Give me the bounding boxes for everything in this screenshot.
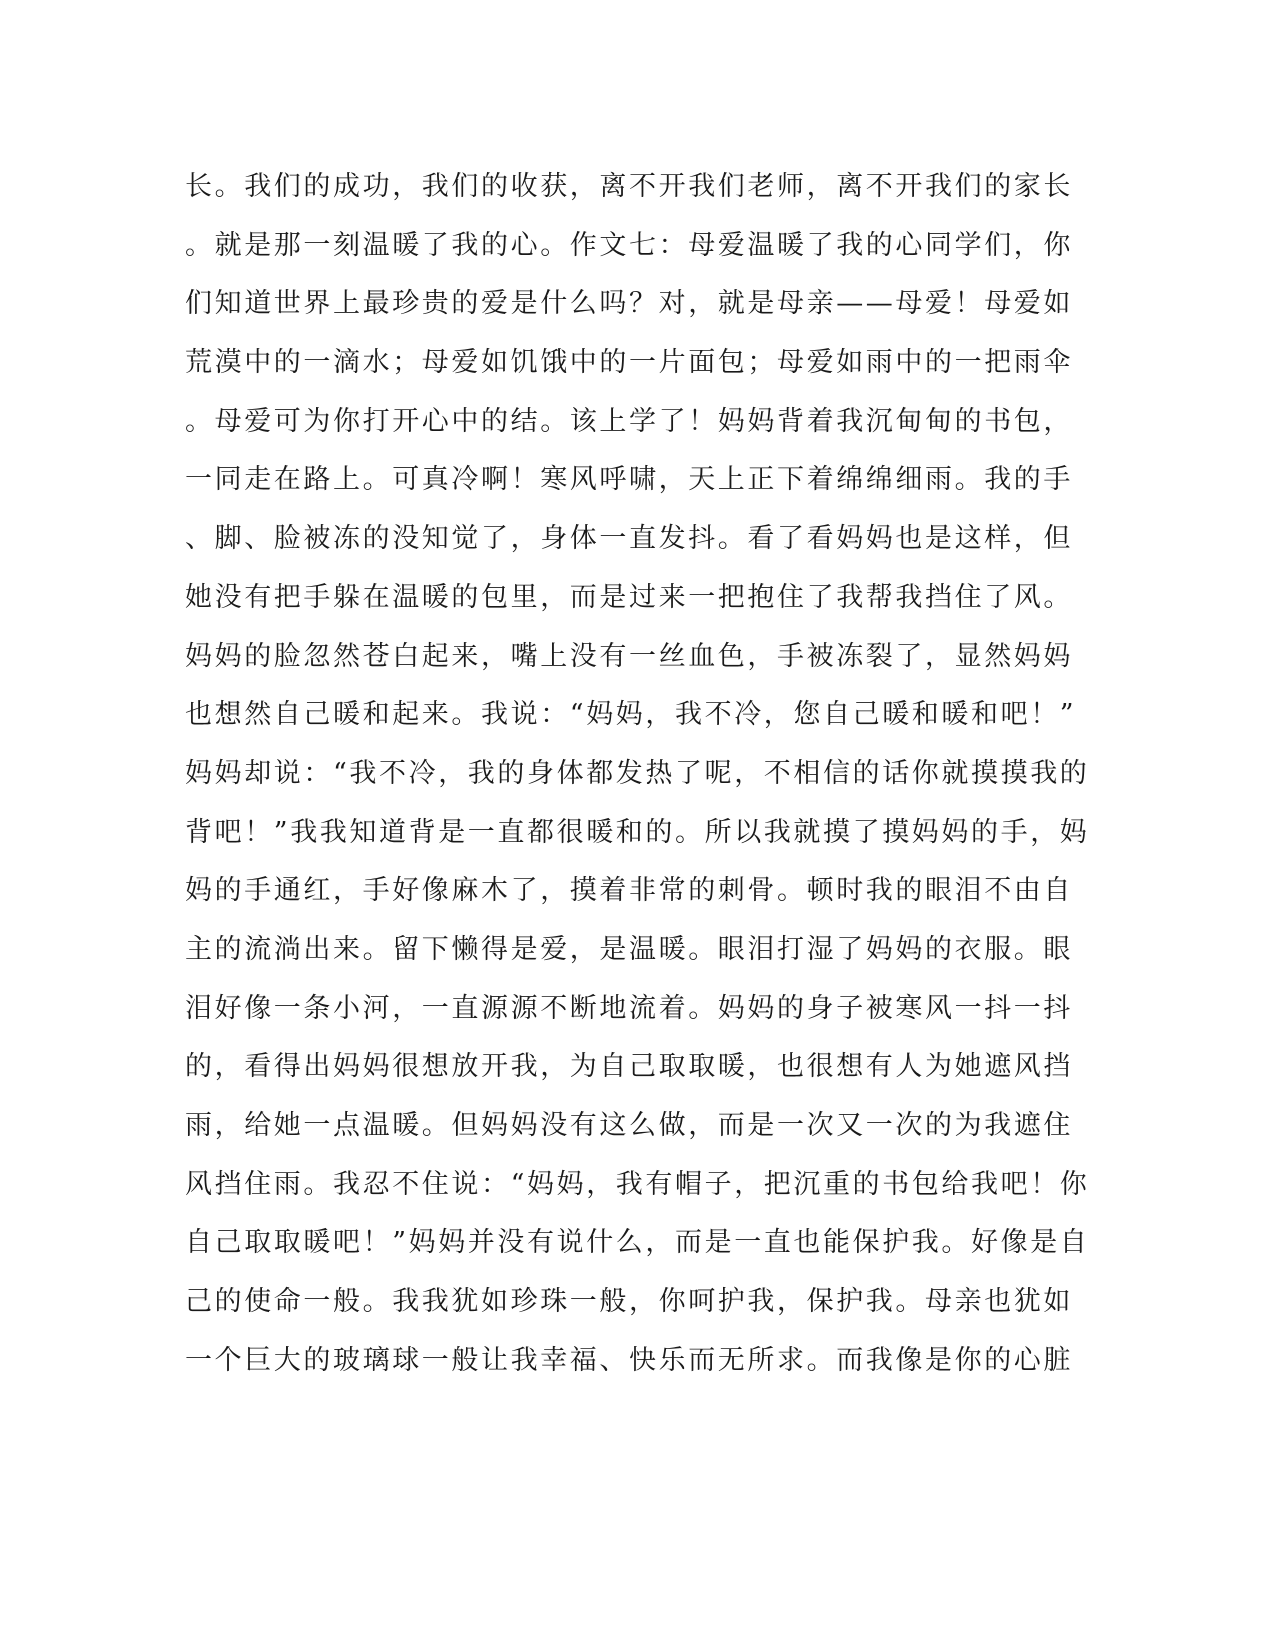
text-line: 妈妈却说：“我不冷，我的身体都发热了呢，不相信的话你就摸摸我的 xyxy=(185,757,1090,789)
text-line: 雨，给她一点温暖。但妈妈没有这么做，而是一次又一次的为我遮住 xyxy=(185,1110,1073,1141)
text-line: 、脚、脸被冻的没知觉了，身体一直发抖。看了看妈妈也是这样，但 xyxy=(185,523,1073,555)
text-line: 主的流淌出来。留下懒得是爱，是温暖。眼泪打湿了妈妈的衣服。眼 xyxy=(185,933,1073,965)
text-line: 泪好像一条小河，一直源源不断地流着。妈妈的身子被寒风一抖一抖 xyxy=(185,992,1073,1024)
text-line: 妈妈的脸忽然苍白起来，嘴上没有一丝血色，手被冻裂了，显然妈妈 xyxy=(185,640,1073,672)
text-line: 风挡住雨。我忍不住说：“妈妈，我有帽子，把沉重的书包给我吧！你 xyxy=(185,1168,1090,1200)
text-line: 自己取取暖吧！”妈妈并没有说什么，而是一直也能保护我。好像是自 xyxy=(185,1227,1090,1259)
text-line: 。就是那一刻温暖了我的心。作文七：母爱温暖了我的心同学们，你 xyxy=(185,229,1073,261)
text-line: 己的使命一般。我我犹如珍珠一般，你呵护我，保护我。母亲也犹如 xyxy=(185,1286,1073,1318)
text-line: 们知道世界上最珍贵的爱是什么吗？对，就是母亲——母爱！母爱如 xyxy=(185,288,1073,320)
text-line: 一个巨大的玻璃球一般让我幸福、快乐而无所求。而我像是你的心脏 xyxy=(185,1344,1073,1376)
text-line: 她没有把手躲在温暖的包里，而是过来一把抱住了我帮我挡住了风。 xyxy=(185,581,1073,613)
text-line: 一同走在路上。可真冷啊！寒风呼啸，天上正下着绵绵细雨。我的手 xyxy=(185,464,1073,496)
text-line: 背吧！”我我知道背是一直都很暖和的。所以我就摸了摸妈妈的手，妈 xyxy=(185,816,1090,848)
text-line: 。母爱可为你打开心中的结。该上学了！妈妈背着我沉甸甸的书包， xyxy=(185,405,1073,437)
text-line: 长。我们的成功，我们的收获，离不开我们老师，离不开我们的家长 xyxy=(185,171,1073,202)
text-line: 也想然自己暖和起来。我说：“妈妈，我不冷，您自己暖和暖和吧！” xyxy=(185,699,1077,731)
essay-body xyxy=(185,158,1090,1390)
text-line: 妈的手通红，手好像麻木了，摸着非常的刺骨。顿时我的眼泪不由自 xyxy=(185,875,1073,907)
text-line: 荒漠中的一滴水；母爱如饥饿中的一片面包；母爱如雨中的一把雨伞 xyxy=(185,347,1073,379)
text-line: 的，看得出妈妈很想放开我，为自己取取暖，也很想有人为她遮风挡 xyxy=(185,1051,1073,1083)
